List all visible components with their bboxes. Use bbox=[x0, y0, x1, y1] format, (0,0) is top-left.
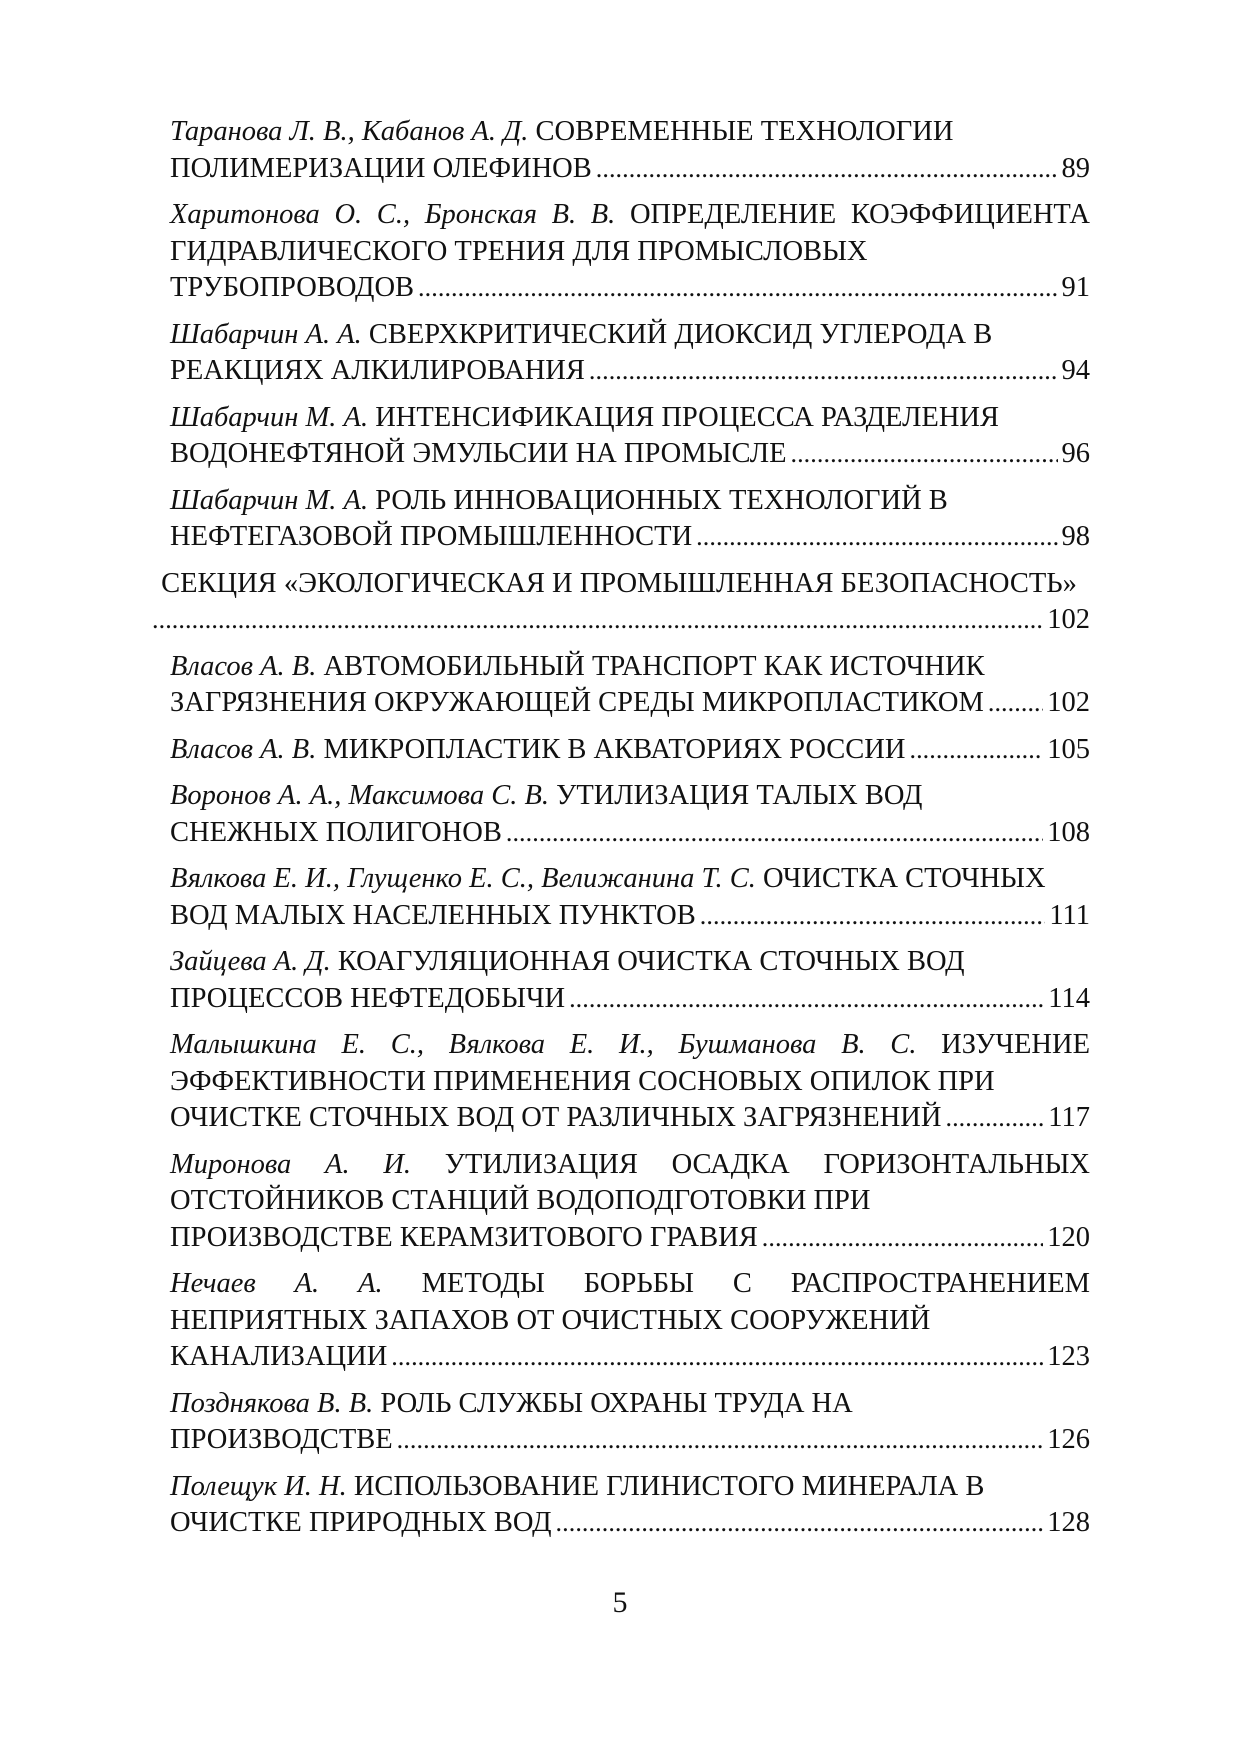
toc-title: РОЛЬ СЛУЖБЫ ОХРАНЫ ТРУДА НА bbox=[380, 1387, 853, 1419]
dot-leader bbox=[762, 1220, 1044, 1257]
toc-page: 117 bbox=[1048, 1102, 1090, 1133]
toc-entry[interactable] bbox=[170, 483, 1090, 556]
dot-leader bbox=[988, 685, 1043, 722]
toc-page: 128 bbox=[1047, 1507, 1090, 1538]
toc-title-end: ПРОЦЕССОВ НЕФТЕДОБЫЧИ bbox=[170, 982, 566, 1014]
toc-entry[interactable] bbox=[170, 1266, 1090, 1376]
dot-leader bbox=[397, 1422, 1044, 1459]
toc-title-end: РЕАКЦИЯХ АЛКИЛИРОВАНИЯ bbox=[170, 355, 585, 386]
toc-entry[interactable] bbox=[170, 400, 1090, 473]
dot-leader bbox=[945, 1100, 1044, 1137]
toc-page: 105 bbox=[1047, 733, 1090, 765]
toc-entry[interactable] bbox=[170, 1027, 1090, 1137]
toc-page: 126 bbox=[1047, 1424, 1090, 1455]
dot-leader bbox=[700, 898, 1046, 935]
toc-author: Зайцева А. Д. bbox=[170, 946, 331, 977]
toc-author: Шабарчин М. А. bbox=[170, 401, 369, 433]
toc-title: ИСПОЛЬЗОВАНИЕ ГЛИНИСТОГО МИНЕРАЛА В bbox=[353, 1470, 985, 1502]
toc-entry[interactable] bbox=[170, 197, 1090, 307]
toc-title-end: МИКРОПЛАСТИК В АКВАТОРИЯХ РОССИИ bbox=[323, 733, 906, 765]
dot-leader bbox=[506, 815, 1043, 852]
toc-title-end: ПОЛИМЕРИЗАЦИИ ОЛЕФИНОВ bbox=[170, 152, 592, 184]
toc-page: 123 bbox=[1047, 1341, 1090, 1372]
dot-leader bbox=[589, 353, 1058, 390]
toc-entry[interactable] bbox=[170, 114, 1090, 187]
toc-author: Полещук И. Н. bbox=[170, 1470, 347, 1502]
toc-title-end: ОЧИСТКЕ СТОЧНЫХ ВОД ОТ РАЗЛИЧНЫХ ЗАГРЯЗНЕНИЙ bbox=[170, 1102, 942, 1133]
dot-leader bbox=[418, 270, 1057, 307]
toc-entry[interactable] bbox=[170, 1386, 1090, 1459]
toc-title: УТИЛИЗАЦИЯ ТАЛЫХ ВОД bbox=[556, 780, 923, 811]
toc-title-end: ПРОИЗВОДСТВЕ КЕРАМЗИТОВОГО ГРАВИЯ bbox=[170, 1221, 758, 1253]
table-of-contents bbox=[161, 114, 1091, 1552]
toc-author: Шабарчин М. А. bbox=[170, 484, 369, 516]
dot-leader bbox=[152, 602, 1043, 639]
toc-title-end: ВОДОНЕФТЯНОЙ ЭМУЛЬСИИ НА ПРОМЫСЛЕ bbox=[170, 438, 787, 469]
toc-title: УТИЛИЗАЦИЯ ОСАДКА ГОРИЗОНТАЛЬНЫХ ОТСТОЙНИКОВ СТАНЦИЙ ВОДОПОДГОТОВКИ ПРИ bbox=[170, 1148, 1091, 1216]
dot-leader bbox=[391, 1339, 1043, 1376]
toc-page: 89 bbox=[1061, 152, 1090, 184]
toc-author: Вялкова Е. И., Глущенко Е. С., Велижанина Т. С. bbox=[170, 863, 756, 894]
toc-page: 98 bbox=[1061, 521, 1090, 552]
toc-entry[interactable] bbox=[170, 649, 1090, 722]
toc-author: Власов А. В. bbox=[170, 650, 317, 682]
toc-page: 111 bbox=[1049, 899, 1090, 931]
page-number: 5 bbox=[612, 1586, 628, 1619]
dot-leader bbox=[909, 732, 1043, 769]
toc-author: Власов А. В. bbox=[170, 733, 317, 765]
toc-author: Малышкина Е. С., Вялкова Е. И., Бушманова В. С. bbox=[170, 1029, 917, 1060]
toc-title-end: ОЧИСТКЕ ПРИРОДНЫХ ВОД bbox=[170, 1507, 552, 1538]
toc-author: Шабарчин А. А. bbox=[170, 318, 362, 350]
toc-author: Миронова А. И. bbox=[170, 1148, 412, 1180]
toc-page: 94 bbox=[1061, 355, 1090, 386]
toc-title: СВЕРХКРИТИЧЕСКИЙ ДИОКСИД УГЛЕРОДА В bbox=[368, 318, 993, 350]
toc-page: 108 bbox=[1047, 816, 1090, 848]
toc-author: Позднякова В. В. bbox=[170, 1387, 374, 1419]
toc-entry[interactable] bbox=[170, 861, 1090, 934]
toc-title-end: СНЕЖНЫХ ПОЛИГОНОВ bbox=[170, 816, 502, 848]
toc-title: ОЧИСТКА СТОЧНЫХ bbox=[763, 863, 1046, 894]
toc-section-heading[interactable] bbox=[148, 566, 1090, 639]
toc-page: 102 bbox=[1047, 687, 1090, 718]
toc-page: 91 bbox=[1061, 272, 1090, 303]
toc-entry[interactable] bbox=[170, 944, 1090, 1017]
dot-leader bbox=[596, 151, 1058, 188]
toc-title-end: ЗАГРЯЗНЕНИЯ ОКРУЖАЮЩЕЙ СРЕДЫ МИКРОПЛАСТИКОМ bbox=[170, 687, 984, 718]
toc-title: ИЗУЧЕНИЕ ЭФФЕКТИВНОСТИ ПРИМЕНЕНИЯ СОСНОВЫХ ОПИЛОК ПРИ bbox=[170, 1029, 1090, 1097]
toc-title: ИНТЕНСИФИКАЦИЯ ПРОЦЕССА РАЗДЕЛЕНИЯ bbox=[375, 401, 1000, 433]
section-title: СЕКЦИЯ «ЭКОЛОГИЧЕСКАЯ И ПРОМЫШЛЕННАЯ БЕЗОПАСНОСТЬ» bbox=[161, 567, 1077, 599]
dot-leader bbox=[569, 981, 1044, 1018]
toc-page: 96 bbox=[1061, 438, 1090, 469]
dot-leader bbox=[696, 519, 1057, 556]
toc-title-end: КАНАЛИЗАЦИИ bbox=[170, 1341, 388, 1372]
toc-title-end: ВОД МАЛЫХ НАСЕЛЕННЫХ ПУНКТОВ bbox=[170, 899, 696, 931]
toc-title: СОВРЕМЕННЫЕ ТЕХНОЛОГИИ bbox=[535, 116, 954, 147]
toc-title-end: НЕФТЕГАЗОВОЙ ПРОМЫШЛЕННОСТИ bbox=[170, 521, 693, 552]
dot-leader bbox=[790, 436, 1057, 473]
toc-title: РОЛЬ ИННОВАЦИОННЫХ ТЕХНОЛОГИЙ В bbox=[375, 484, 948, 516]
toc-title: АВТОМОБИЛЬНЫЙ ТРАНСПОРТ КАК ИСТОЧНИК bbox=[323, 650, 985, 682]
toc-title: КОАГУЛЯЦИОННАЯ ОЧИСТКА СТОЧНЫХ ВОД bbox=[337, 946, 965, 977]
toc-entry[interactable] bbox=[170, 317, 1090, 390]
toc-author: Нечаев А. А. bbox=[170, 1268, 383, 1299]
toc-entry[interactable] bbox=[170, 1469, 1090, 1542]
toc-entry[interactable] bbox=[170, 778, 1090, 851]
toc-author: Таранова Л. В., Кабанов А. Д. bbox=[170, 116, 529, 147]
toc-title-end: ПРОИЗВОДСТВЕ bbox=[170, 1424, 393, 1455]
toc-title: МЕТОДЫ БОРЬБЫ С РАСПРОСТРАНЕНИЕМ НЕПРИЯТНЫХ ЗАПАХОВ ОТ ОЧИСТНЫХ СООРУЖЕНИЙ bbox=[170, 1268, 1091, 1336]
toc-entry[interactable] bbox=[170, 1147, 1090, 1257]
dot-leader bbox=[556, 1505, 1044, 1542]
toc-author: Воронов А. А., Максимова С. В. bbox=[170, 780, 550, 811]
toc-author: Харитонова О. С., Бронская В. В. bbox=[170, 199, 616, 230]
section-page: 102 bbox=[1047, 604, 1090, 635]
toc-page: 120 bbox=[1047, 1221, 1090, 1253]
toc-entry[interactable] bbox=[170, 732, 1090, 769]
toc-page: 114 bbox=[1048, 982, 1090, 1014]
toc-title: ОПРЕДЕЛЕНИЕ КОЭФФИЦИЕНТА ГИДРАВЛИЧЕСКОГО ТРЕНИЯ ДЛЯ ПРОМЫСЛОВЫХ bbox=[170, 199, 1091, 267]
toc-title-end: ТРУБОПРОВОДОВ bbox=[170, 272, 415, 303]
